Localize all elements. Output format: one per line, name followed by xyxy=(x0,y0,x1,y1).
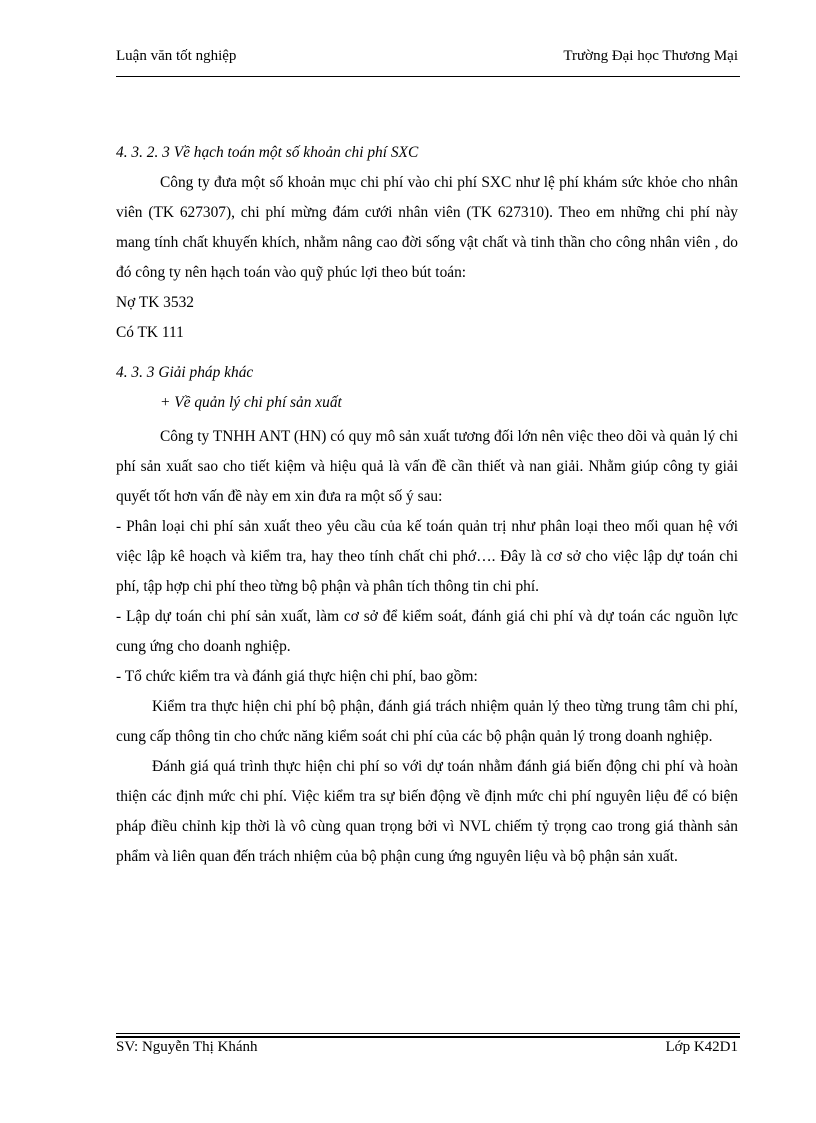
paragraph-department-check: Kiểm tra thực hiện chi phí bộ phận, đánh giá trách nhiệm quản lý theo từng trung tâm chi phí, cung cấp thông tin cho chức năng kiểm soát chi phí của các bộ phận quản lý trong doanh nghiệp. xyxy=(116,698,738,745)
footer-student-name: SV: Nguyễn Thị Khánh xyxy=(116,1039,258,1055)
journal-entry-debit: Nợ TK 3532 xyxy=(116,294,194,311)
header-thesis-title: Luận văn tốt nghiệp xyxy=(116,48,237,64)
section-heading-4-3-2-3: 4. 3. 2. 3 Về hạch toán một số khoản chi phí SXC xyxy=(116,144,419,161)
footer-divider-thin xyxy=(116,1033,740,1034)
bullet-cost-classification: - Phân loại chi phí sản xuất theo yêu cầu của kế toán quản trị như phân loại theo mối quan hệ với việc lập kê hoạch và kiểm tra, hay theo tính chất chi phớ…. Đây là cơ sở cho việc lập dự toán chi phí, tập hợp chi phí theo từng bộ phận và phân tích thông tin chi phí. xyxy=(116,518,738,595)
footer-divider-thick xyxy=(116,1036,740,1038)
paragraph-company-scale: Công ty TNHH ANT (HN) có quy mô sản xuất tương đối lớn nên việc theo dõi và quản lý chi phí sản xuất sao cho tiết kiệm và hiệu quả là vấn đề cần thiết và nan giải. Nhằm giúp công ty giải quyết tốt hơn vấn đề này em xin đưa ra một số ý sau: xyxy=(116,428,738,505)
page-header xyxy=(116,48,738,70)
header-divider xyxy=(116,76,740,77)
paragraph-sxc-costs: Công ty đưa một số khoản mục chi phí vào chi phí SXC như lệ phí khám sức khỏe cho nhân viên (TK 627307), chi phí mừng đám cưới nhân viên (TK 627310). Theo em những chi phí này mang tính chất khuyến khích, nhằm nâng cao đời sống vật chất và tinh thần cho công nhân viên , do đó công ty nên hạch toán vào quỹ phúc lợi theo bút toán: xyxy=(116,174,738,281)
paragraph-variance-evaluation: Đánh giá quá trình thực hiện chi phí so với dự toán nhằm đánh giá biến động chi phí và hoàn thiện các định mức chi phí. Việc kiểm tra sự biến động về định mức chi phí nguyên liệu để có biện pháp điều chỉnh kịp thời là vô cùng quan trọng bởi vì NVL chiếm tỷ trọng cao trong giá thành sản phẩm và liên quan đến trách nhiệm của bộ phận cung ứng nguyên liệu và bộ phận sản xuất. xyxy=(116,758,738,865)
bullet-cost-control: - Tổ chức kiểm tra và đánh giá thực hiện chi phí, bao gồm: xyxy=(116,668,478,685)
document-body xyxy=(116,138,738,872)
footer-class: Lớp K42D1 xyxy=(665,1039,738,1055)
page-footer xyxy=(116,1039,738,1061)
subsection-heading-cost-management: + Về quản lý chi phí sản xuất xyxy=(160,394,342,411)
bullet-cost-estimation: - Lập dự toán chi phí sản xuất, làm cơ sở để kiểm soát, đánh giá chi phí và dự toán các nguồn lực cung ứng cho doanh nghiệp. xyxy=(116,608,738,655)
journal-entry-credit: Có TK 111 xyxy=(116,324,184,341)
section-heading-4-3-3: 4. 3. 3 Giải pháp khác xyxy=(116,364,254,381)
header-university: Trường Đại học Thương Mại xyxy=(563,48,738,64)
